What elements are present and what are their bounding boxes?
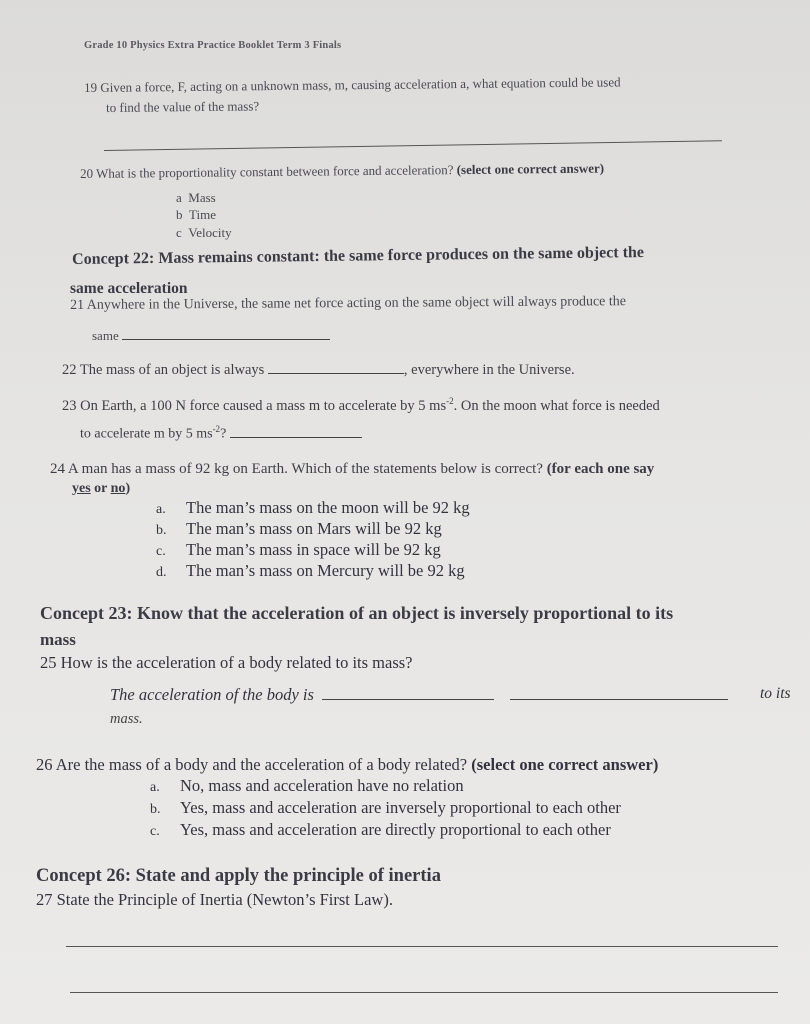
question-24-line-2 [72,481,130,497]
question-22-answer-blank[interactable] [268,373,404,374]
question-20 [80,161,604,182]
concept-23-heading-line-1: Concept 23: Know that the acceleration of an object is inversely proportional to its [40,603,674,623]
option-letter: a. [156,502,166,517]
question-22-suffix: , everywhere in the Universe. [403,362,575,378]
yes-label: yes [72,481,91,496]
option-text: Yes, mass and acceleration are directly proportional to each other [180,820,611,839]
question-25-answer-suffix: to its [760,685,791,702]
option-text: No, mass and acceleration have no relation [180,776,464,795]
question-22 [62,362,575,379]
option-text: Velocity [188,225,232,240]
question-26-option-c[interactable] [150,820,611,840]
option-text: The man’s mass on the moon will be 92 kg [186,498,470,517]
question-24-text: 24 A man has a mass of 92 kg on Earth. Which of the statements below is correct? [50,461,543,477]
question-21-prefix: same [92,328,119,343]
question-25-answer-blank-1[interactable] [322,699,494,700]
question-25-answer-line-2: mass. [110,711,143,727]
question-20-option-b[interactable] [176,207,216,223]
concept-22-heading-line-1: Concept 22: Mass remains constant: the same force produces on the same object the [72,244,645,268]
question-23-line-1-text: 23 On Earth, a 100 N force caused a mass m to accelerate by 5 ms [62,397,447,414]
concept-26-heading: Concept 26: State and apply the principle of inertia [36,866,441,886]
question-26-option-b[interactable] [150,798,621,818]
question-27: 27 State the Principle of Inertia (Newton’s First Law). [36,890,393,909]
question-20-text: 20 What is the proportionality constant between force and acceleration? [80,162,454,181]
option-text: Mass [188,190,216,205]
option-letter: d. [156,565,167,580]
question-19-line-1: 19 Given a force, F, acting on a unknown mass, m, causing acceleration a, what equation could be used [84,74,621,95]
question-22-prefix: 22 The mass of an object is always [62,362,265,378]
exponent: -2 [212,424,221,434]
question-23-line-1 [62,396,660,415]
question-20-instruction: (select one correct answer) [456,160,605,178]
question-20-option-a[interactable] [176,190,216,206]
option-letter: c [176,225,182,240]
no-label: no [110,481,126,496]
option-letter: b. [150,802,161,817]
option-text: Yes, mass and acceleration are inversely proportional to each other [180,798,621,817]
option-letter: b. [156,523,167,538]
option-text: The man’s mass in space will be 92 kg [186,540,441,559]
question-25-answer-line [110,685,728,705]
question-26-instruction: (select one correct answer) [471,755,659,774]
question-25: 25 How is the acceleration of a body related to its mass? [40,653,413,672]
option-text: The man’s mass on Mars will be 92 kg [186,519,442,538]
or-label: or [94,481,108,496]
question-27-answer-line-2[interactable] [70,992,778,993]
question-23-line-2-suffix: ? [220,426,227,442]
question-21-answer-blank[interactable] [122,339,330,340]
question-20-option-c[interactable] [176,225,232,241]
option-text: Time [189,207,216,222]
question-24-option-c[interactable] [156,540,441,560]
option-letter: b [176,207,183,222]
question-24-instruction: (for each one say [546,461,655,477]
concept-23-heading-line-2: mass [40,630,76,649]
question-23-line-1-suffix: . On the moon what force is needed [453,397,660,414]
page-header: Grade 10 Physics Extra Practice Booklet Term 3 Finals [84,40,342,51]
option-letter: a [176,190,182,205]
question-27-answer-line-1[interactable] [66,946,778,947]
option-text: The man’s mass on Mercury will be 92 kg [186,561,465,580]
question-23-line-2-text: to accelerate m by 5 ms [80,426,213,442]
close-paren: ) [125,481,131,496]
question-23-answer-blank[interactable] [230,437,362,438]
question-23-line-2 [80,424,362,443]
question-21-line-1: 21 Anywhere in the Universe, the same net force acting on the same object will always produce the [70,294,627,313]
question-25-answer-blank-2[interactable] [510,699,728,700]
option-letter: a. [150,780,160,795]
question-24-option-d[interactable] [156,561,465,581]
question-26-option-a[interactable] [150,776,464,796]
question-19-answer-line[interactable] [104,140,722,151]
option-letter: c. [150,824,160,839]
question-26 [36,755,658,775]
question-26-text: 26 Are the mass of a body and the acceleration of a body related? [36,755,468,774]
concept-22-heading-line-2: same acceleration [70,280,188,297]
question-21-line-2 [92,328,330,344]
question-24-line-1 [50,461,654,478]
exponent: -2 [446,396,454,406]
question-24-option-a[interactable] [156,498,470,518]
option-letter: c. [156,544,166,559]
question-24-option-b[interactable] [156,519,442,539]
question-25-answer-prefix: The acceleration of the body is [110,685,314,704]
question-19-line-2: to find the value of the mass? [106,98,260,115]
